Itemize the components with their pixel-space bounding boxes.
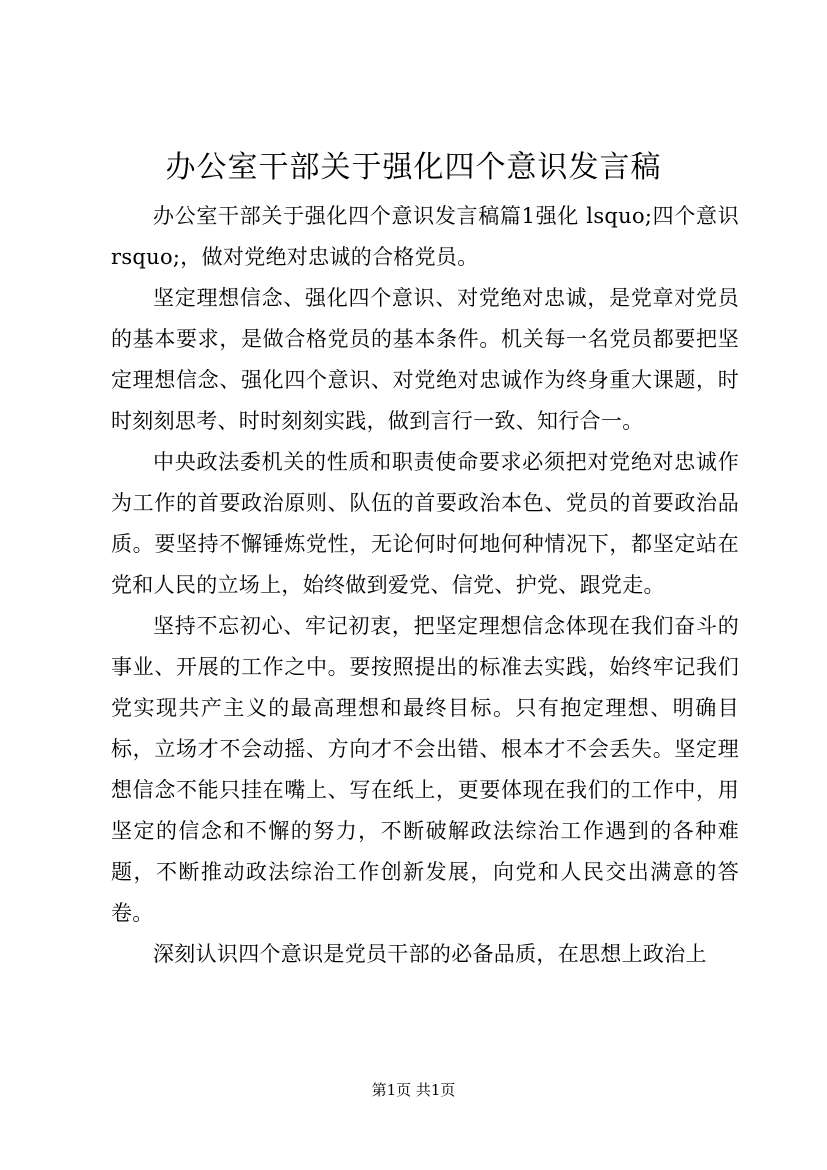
- paragraph-4: 坚持不忘初心、牢记初衷，把坚定理想信念体现在我们奋斗的事业、开展的工作之中。要按照提出的标准去实践，始终牢记我们党实现共产主义的最高理想和最终目标。只有抱定理想、明确目标，立场才不会动摇、方向才不会出错、根本才不会丢失。坚定理想信念不能只挂在嘴上、写在纸上，更要体现在我们的工作中，用坚定的信念和不懈的努力，不断破解政法综治工作遇到的各种难题，不断推动政法综治工作创新发展，向党和人民交出满意的答卷。: [111, 614, 739, 925]
- paragraph-5: 深刻认识四个意识是党员干部的必备品质，在思想上政治上: [153, 942, 707, 966]
- document-body: [111, 196, 739, 975]
- paragraph-3: 中央政法委机关的性质和职责使命要求必须把对党绝对忠诚作为工作的首要政治原则、队伍的首要政治本色、党员的首要政治品质。要坚持不懈锤炼党性，无论何时何地何种情况下，都坚定站在党和人民的立场上，始终做到爱党、信党、护党、跟党走。: [111, 450, 739, 597]
- paragraph-1: 办公室干部关于强化四个意识发言稿篇1强化 lsquo;四个意识 rsquo;，做对党绝对忠诚的合格党员。: [111, 204, 739, 269]
- page-footer: 第1页 共1页: [371, 1081, 456, 1099]
- document-title: 办公室干部关于强化四个意识发言稿: [165, 150, 662, 185]
- paragraph-2: 坚定理想信念、强化四个意识、对党绝对忠诚，是党章对党员的基本要求，是做合格党员的基本条件。机关每一名党员都要把坚定理想信念、强化四个意识、对党绝对忠诚作为终身重大课题，时时刻刻思考、时时刻刻实践，做到言行一致、知行合一。: [111, 286, 739, 433]
